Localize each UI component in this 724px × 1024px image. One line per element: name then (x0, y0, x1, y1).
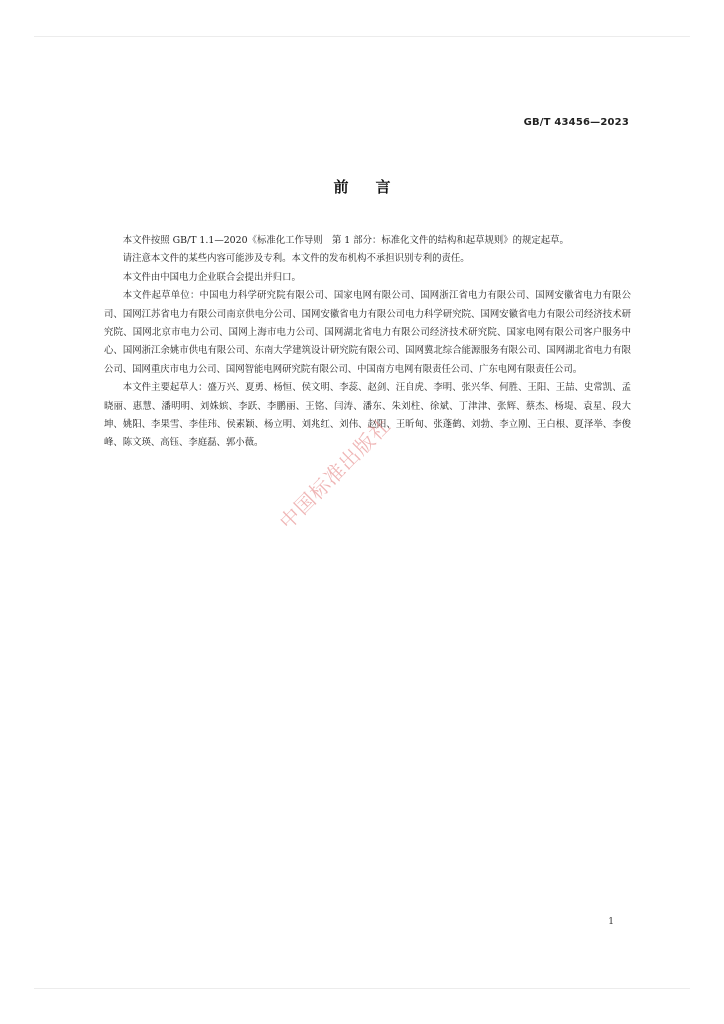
paragraph-drafters: 本文件主要起草人：盛万兴、夏勇、杨恒、侯文明、李蕊、赵剑、汪自虎、李明、张兴华、何胜、王阳、王喆、史常凯、孟晓丽、惠慧、潘明明、刘姝嫔、李跃、李鹏丽、王铭、闫涛、潘东、朱刘柱、徐斌、丁津津、张辉、蔡杰、杨堤、袁星、段大坤、姚阳、李果雪、李佳玮、侯素颖、杨立明、刘兆红、刘伟、赵阳、王昕甸、张蓬鹤、刘勃、李立刚、王白根、夏泽举、李俊峰、陈文瑛、高钰、李庭磊、郭小薇。 (104, 382, 631, 449)
top-divider (34, 36, 690, 37)
page-title: 前言 (333, 178, 418, 196)
bottom-divider (34, 988, 690, 989)
foreword-body (104, 232, 631, 453)
standard-number: GB/T 43456—2023 (523, 117, 629, 128)
paragraph-proposer: 本文件由中国电力企业联合会提出并归口。 (122, 271, 301, 283)
publisher-watermark: 中国标准出版社 (274, 413, 396, 535)
paragraph-patent-notice: 请注意本文件的某些内容可能涉及专利。本文件的发布机构不承担识别专利的责任。 (122, 253, 470, 265)
page-number: 1 (608, 917, 614, 927)
paragraph-drafting-units: 本文件起草单位：中国电力科学研究院有限公司、国家电网有限公司、国网浙江省电力有限公司、国网安徽省电力有限公司、国网江苏省电力有限公司南京供电分公司、国网安徽省电力有限公司电力科学研究院、国网安徽省电力有限公司经济技术研究院、国网北京市电力公司、国网上海市电力公司、国网湖北省电力有限公司经济技术研究院、国家电网有限公司客户服务中心、国网浙江余姚市供电有限公司、东南大学建筑设计研究院有限公司、国网冀北综合能源服务有限公司、国网湖北省电力有限公司、国网重庆市电力公司、国网智能电网研究院有限公司、中国南方电网有限责任公司、广东电网有限责任公司。 (104, 290, 631, 375)
paragraph-drafting-rules: 本文件按照 GB/T 1.1—2020《标准化工作导则 第 1 部分：标准化文件的结构和起草规则》的规定起草。 (122, 235, 569, 246)
